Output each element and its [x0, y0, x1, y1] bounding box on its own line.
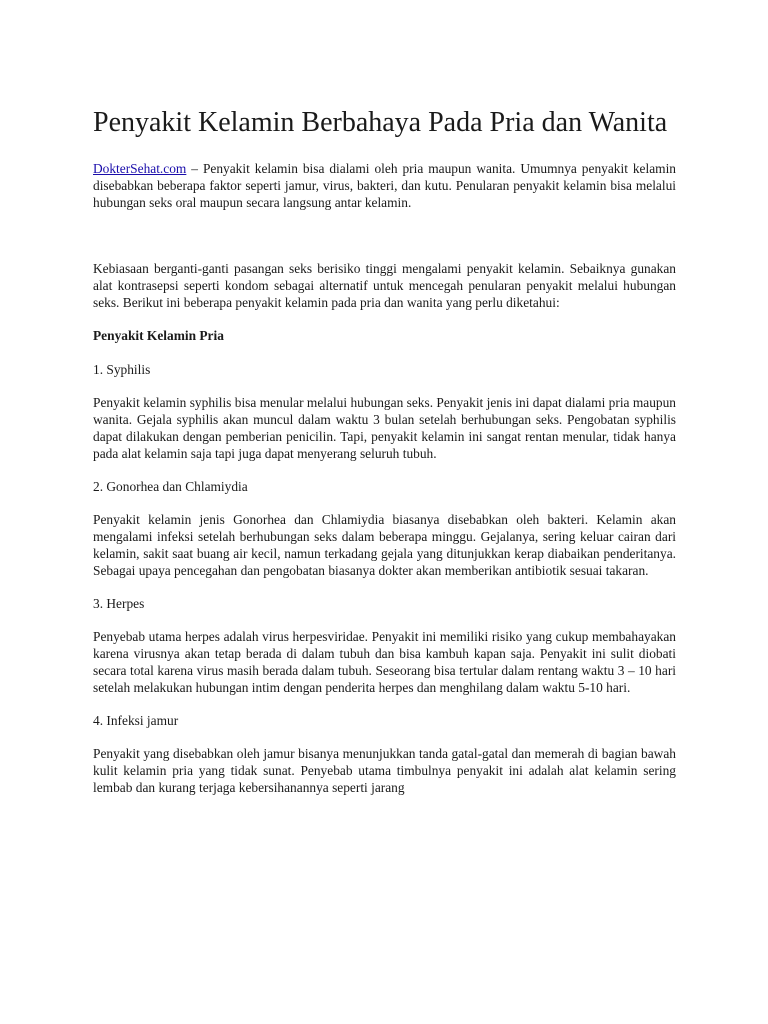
- item-body-syphilis: Penyakit kelamin syphilis bisa menular melalui hubungan seks. Penyakit jenis ini dapat dialami pria maupun wanita. Gejala syphilis akan muncul dalam waktu 3 bulan setelah berhubungan seks. Pengobatan syphilis dapat dilakukan dengan pemberian penicilin. Tapi, penyakit kelamin ini sangat rentan menular, tidak hanya pada alat kelamin saja tapi juga dapat menyerang seluruh tubuh.: [93, 395, 676, 461]
- item-heading-jamur: 4. Infeksi jamur: [93, 713, 179, 728]
- item-heading-gonorhea: 2. Gonorhea dan Chlamiydia: [93, 479, 248, 494]
- item-body-herpes: Penyebab utama herpes adalah virus herpesviridae. Penyakit ini memiliki risiko yang cukup membahayakan karena virusnya akan tetap berada di dalam tubuh dan bisa kambuh kapan saja. Penyakit ini sulit diobati secara total karena virus masih berada dalam tubuh. Seseorang bisa tertular dalam rentang waktu 3 – 10 hari setelah melakukan hubungan intim dengan penderita herpes dan menghilang dalam waktu 5-10 hari.: [93, 629, 676, 695]
- intro-text: – Penyakit kelamin bisa dialami oleh pria maupun wanita. Umumnya penyakit kelamin disebabkan beberapa faktor seperti jamur, virus, bakteri, dan kutu. Penularan penyakit kelamin bisa melalui hubungan seks oral maupun secara langsung antar kelamin.: [93, 161, 676, 210]
- source-link[interactable]: DokterSehat.com: [93, 161, 187, 176]
- page-title: Penyakit Kelamin Berbahaya Pada Pria dan Wanita: [93, 107, 668, 138]
- paragraph-2: Kebiasaan berganti-ganti pasangan seks berisiko tinggi mengalami penyakit kelamin. Sebaiknya gunakan alat kontrasepsi seperti kondom sebagai alternatif untuk mencegah penularan penyakit melalui hubungan seks. Berikut ini beberapa penyakit kelamin pada pria dan wanita yang perlu diketahui:: [93, 261, 676, 310]
- intro-paragraph: [93, 160, 676, 211]
- item-heading-syphilis: 1. Syphilis: [93, 362, 151, 377]
- item-body-jamur: Penyakit yang disebabkan oleh jamur bisanya menunjukkan tanda gatal-gatal dan memerah di bagian bawah kulit kelamin pria yang tidak sunat. Penyebab utama timbulnya penyakit ini adalah alat kelamin sering lembab dan kurang terjaga kebersihanannya seperti jarang: [93, 746, 676, 795]
- item-body-gonorhea: Penyakit kelamin jenis Gonorhea dan Chlamiydia biasanya disebabkan oleh bakteri. Kelamin akan mengalami infeksi setelah berhubungan seks dalam beberapa minggu. Gejalanya, sering keluar cairan dari kelamin, sakit saat buang air kecil, namun terkadang gejala yang ditunjukkan kerap diabaikan penderitanya. Sebagai upaya pencegahan dan pengobatan biasanya dokter akan memberikan antibiotik sesuai takaran.: [93, 512, 676, 578]
- document-page: [93, 106, 676, 796]
- section-heading: Penyakit Kelamin Pria: [93, 328, 224, 343]
- item-heading-herpes: 3. Herpes: [93, 596, 145, 611]
